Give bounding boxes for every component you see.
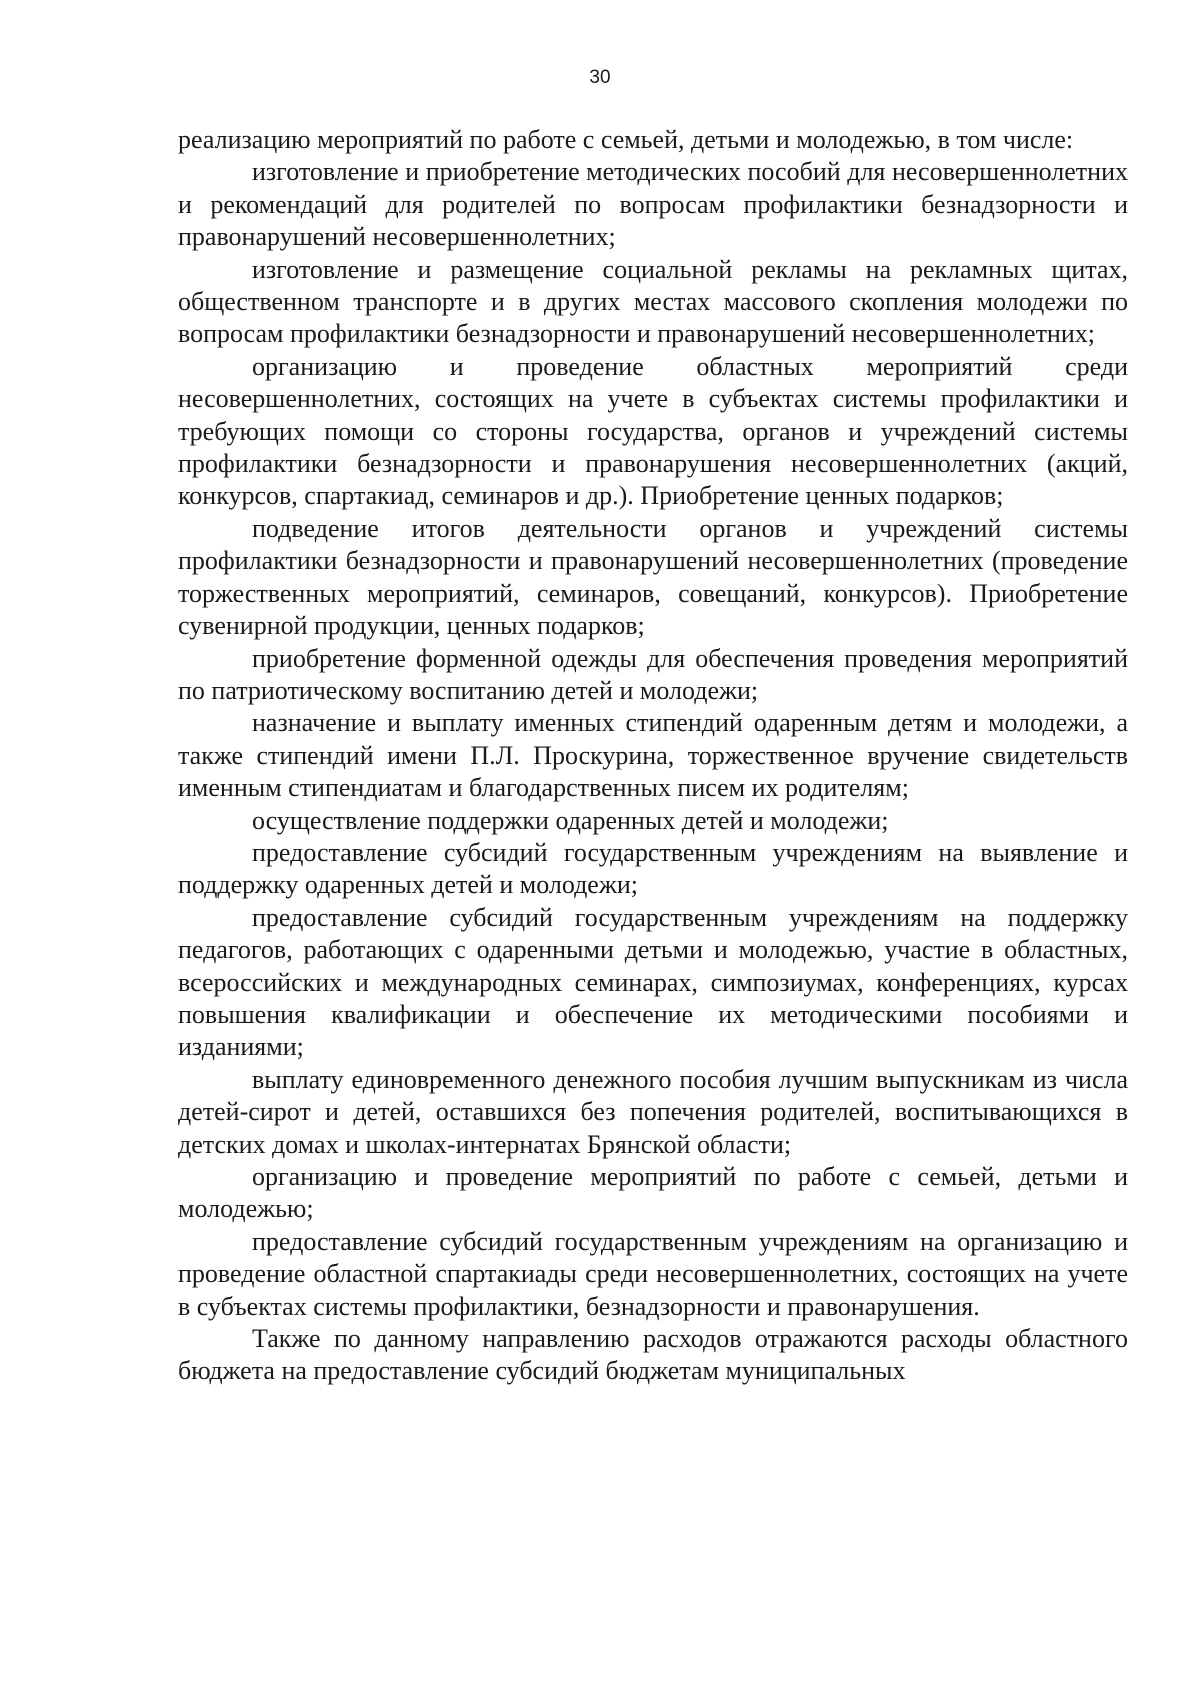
paragraph-social-advertising: изготовление и размещение социальной рекламы на рекламных щитах, общественном транспорте и в других местах массового скопления молодежи по вопросам профилактики безнадзорности и правонарушений несовершеннолетних; bbox=[178, 254, 1128, 349]
paragraph-methodical-manuals: изготовление и приобретение методических пособий для несовершеннолетних и рекомендаций для родителей по вопросам профилактики безнадзорности и правонарушений несовершеннолетних; bbox=[178, 157, 1128, 252]
paragraph-subsidies-spartakiad: предоставление субсидий государственным учреждениям на организацию и проведение областной спартакиады среди несовершеннолетних, состоящих на учете в субъектах системы профилактики, безнадзорности и правонарушения. bbox=[178, 1226, 1128, 1321]
paragraph-subsidies-identification: предоставление субсидий государственным учреждениям на выявление и поддержку одаренных детей и молодежи; bbox=[178, 837, 1128, 900]
paragraph-summing-up-results: подведение итогов деятельности органов и учреждений системы профилактики безнадзорности и правонарушений несовершеннолетних (проведение торжественных мероприятий, семинаров, совещаний, конкурсов). Приобретение сувенирной продукции, ценных подарков; bbox=[178, 513, 1128, 641]
paragraph-named-scholarships: назначение и выплату именных стипендий одаренным детям и молодежи, а также стипендий имени П.Л. Проскурина, торжественное вручение свидетельств именным стипендиатам и благодарственных писем их родителям; bbox=[178, 708, 1128, 803]
paragraph-uniform-clothing: приобретение форменной одежды для обеспечения проведения мероприятий по патриотическому воспитанию детей и молодежи; bbox=[178, 643, 1128, 705]
paragraph-municipal-subsidies: Также по данному направлению расходов отражаются расходы областного бюджета на предоставление субсидий бюджетам муниципальных bbox=[178, 1324, 1128, 1386]
paragraph-subsidies-teachers: предоставление субсидий государственным учреждениям на поддержку педагогов, работающих с одаренными детьми и молодежью, участие в областных, всероссийских и международных семинарах, симпозиумах, конференциях, курсах повышения квалификации и обеспечение их методическими пособиями и изданиями; bbox=[178, 902, 1128, 1062]
paragraph-family-events: организацию и проведение мероприятий по работе с семьей, детьми и молодежью; bbox=[178, 1162, 1128, 1224]
paragraph-graduates-allowance: выплату единовременного денежного пособия лучшим выпускникам из числа детей-сирот и детей, оставшихся без попечения родителей, воспитывающихся в детских домах и школах-интернатах Брянской области; bbox=[178, 1064, 1128, 1159]
page-number: 30 bbox=[589, 67, 611, 88]
paragraph-gifted-support: осуществление поддержки одаренных детей и молодежи; bbox=[252, 805, 889, 835]
paragraph-continuation: реализацию мероприятий по работе с семьей, детьми и молодежью, в том числе: bbox=[178, 125, 1074, 154]
paragraph-regional-events: организацию и проведение областных мероприятий среди несовершеннолетних, состоящих на учете в субъектах системы профилактики и требующих помощи со стороны государства, органов и учреждений системы профилактики безнадзорности и правонарушения несовершеннолетних (акций, конкурсов, спартакиад, семинаров и др.). Приобретение ценных подарков; bbox=[178, 351, 1128, 511]
document-body bbox=[178, 124, 1128, 1388]
